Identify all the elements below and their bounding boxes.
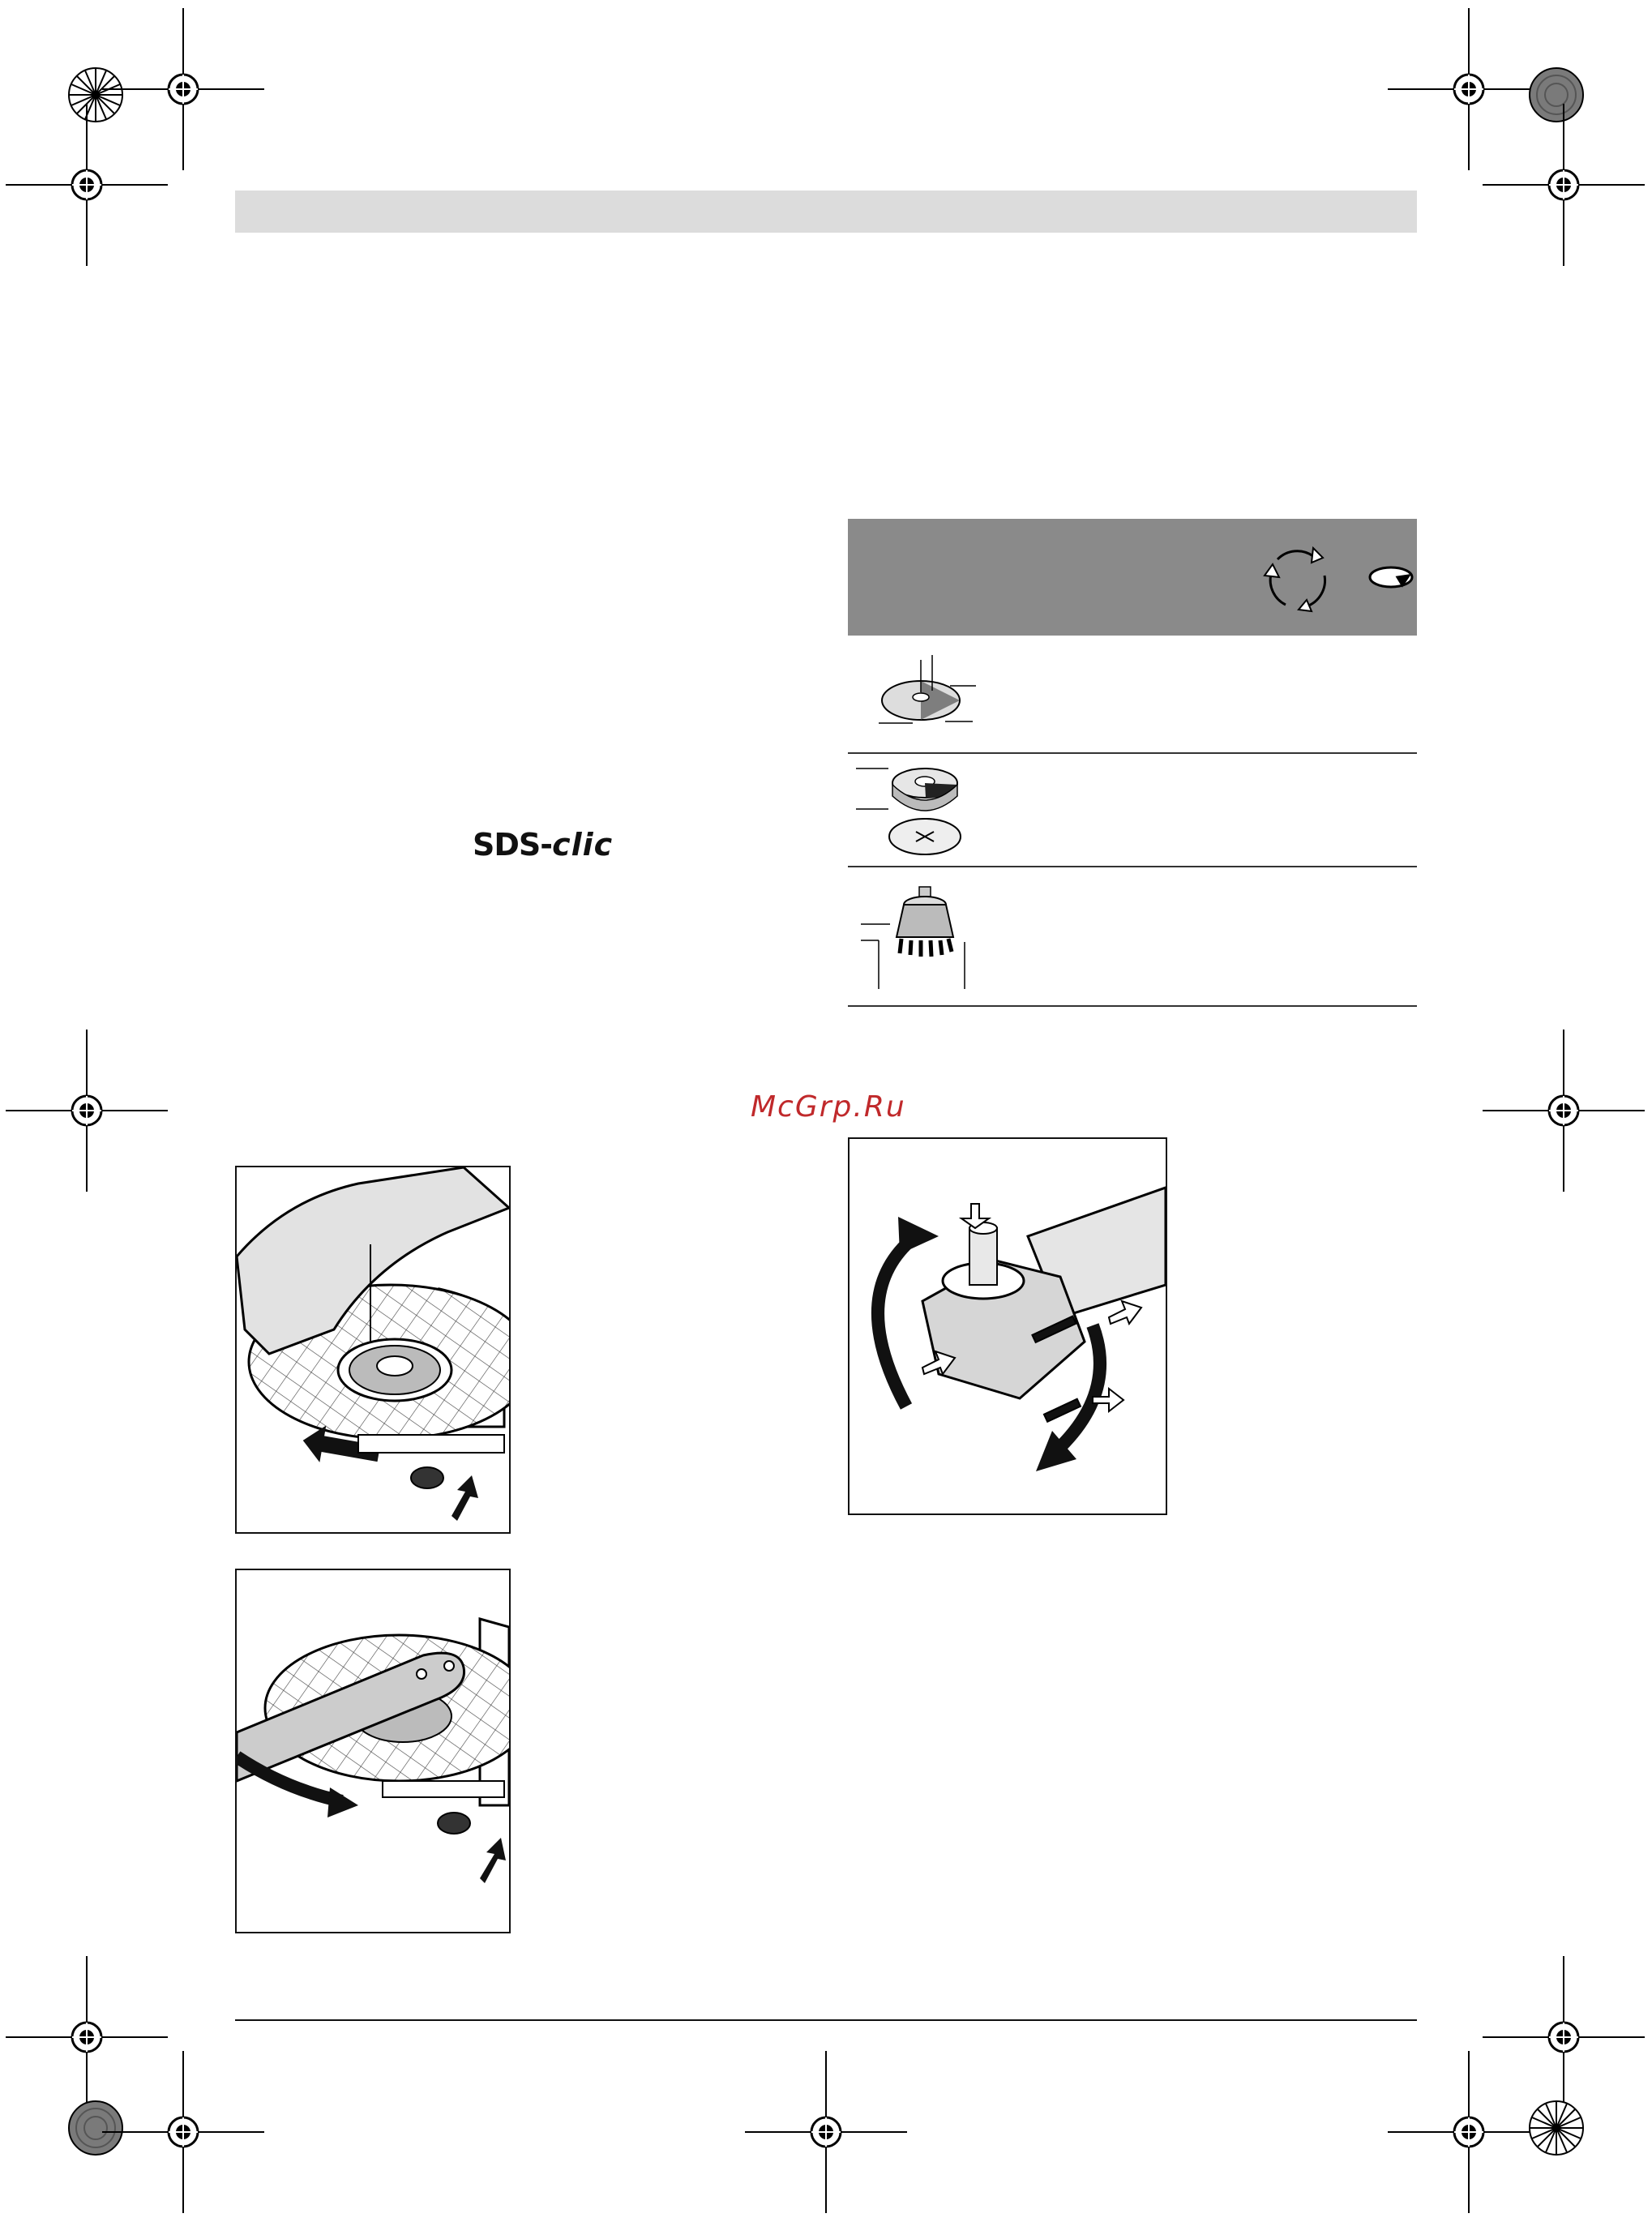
cutting-disc-icon — [872, 652, 978, 741]
tool-table — [848, 519, 1417, 1007]
gear-head-illustration — [850, 1139, 1166, 1513]
header-band — [235, 191, 1417, 233]
spanner-disc-illustration — [237, 1570, 509, 1932]
recycle-arrows-icon — [1265, 548, 1325, 611]
flap-disc-icon — [856, 759, 986, 864]
hand-disc-illustration — [237, 1167, 509, 1532]
watermark: McGrp.Ru — [751, 1090, 906, 1124]
logo-prefix: SDS- — [473, 827, 553, 863]
sds-clic-logo — [473, 824, 618, 866]
cup-brush-icon — [861, 876, 982, 997]
footer-rule — [235, 2019, 1417, 2021]
figure-gear-head-rotation — [848, 1137, 1167, 1515]
figure-clamping-nut-hand-tighten — [235, 1166, 511, 1534]
figure-two-pin-spanner — [235, 1569, 511, 1933]
table-row-flap-disc — [848, 754, 1417, 867]
table-row-cutting-disc — [848, 636, 1417, 754]
table-header — [848, 519, 1417, 636]
rotation-direction-icon — [1370, 567, 1412, 587]
table-row-cup-brush — [848, 867, 1417, 1007]
logo-suffix: clic — [552, 827, 614, 863]
header-icons — [1229, 529, 1415, 626]
